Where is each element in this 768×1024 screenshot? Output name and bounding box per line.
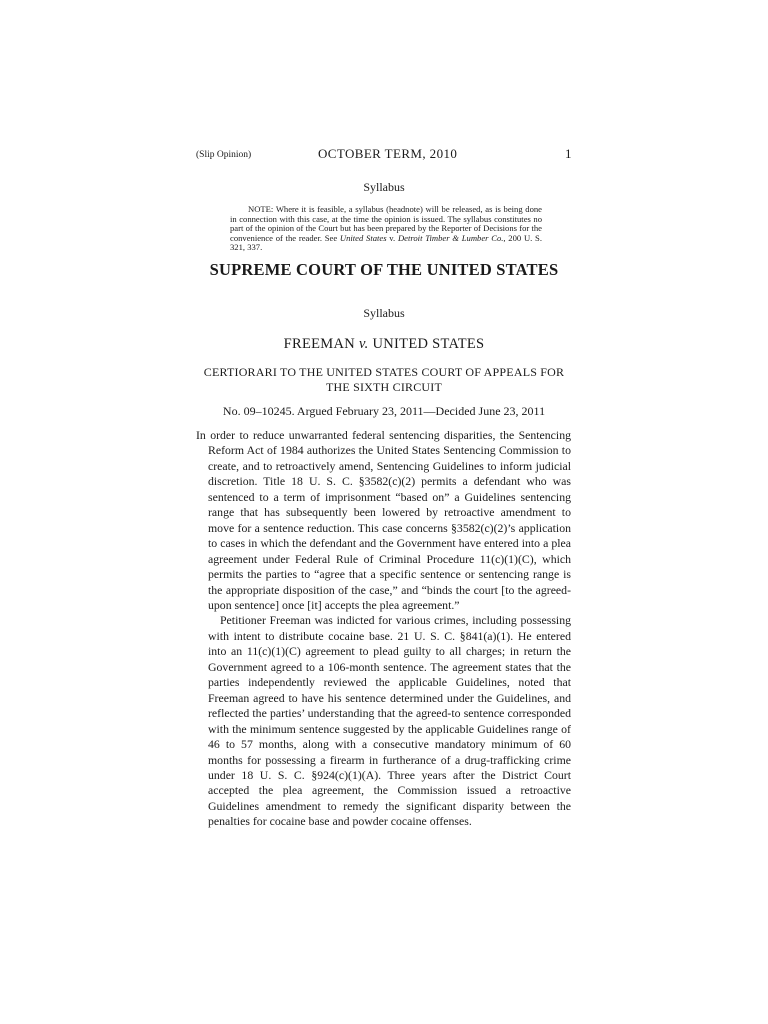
case-versus: v.: [358, 336, 369, 352]
reporter-note: [230, 205, 542, 253]
court-name: SUPREME COURT OF THE UNITED STATES: [209, 260, 559, 279]
syllabus-paragraph-2: Petitioner Freeman was indicted for various crimes, including possessing with intent to distribute cocaine base. 21 U. S. C. §841(a)(1). He entered into an 11(c)(1)(C) agreement to plead guilty to all charges; in return the Government agreed to a 106-month sentence. The agreement states that the parties independently reviewed the applicable Guidelines, noted that Freeman agreed to have his sentence determined under the Guidelines, and reflected the parties’ understanding that the agreed-to sentence corresponded with the minimum sentence suggested by the applicable Guidelines range of 46 to 57 months, along with a consecutive mandatory minimum of 60 months for possessing a firearm in furtherance of a drug-trafficking crime under 18 U. S. C. §924(c)(1)(A). Three years after the District Court accepted the plea agreement, the Commission issued a retroactive Guidelines amendment to remedy the significant disparity between the penalties for cocaine base and powder cocaine offenses.: [208, 613, 571, 829]
note-citation-tail: , 200 U. S. 321, 337.: [230, 232, 542, 253]
note-citation-party-2: Detroit Timber & Lumber Co.: [397, 232, 504, 243]
docket-line: No. 09–10245. Argued February 23, 2011—Decided June 23, 2011: [222, 404, 546, 418]
note-citation-party-1: United States: [339, 232, 387, 243]
certiorari-line: CERTIORARI TO THE UNITED STATES COURT OF APPEALS FOR THE SIXTH CIRCUIT: [203, 365, 565, 394]
case-caption: [0, 336, 768, 353]
slip-opinion-label: (Slip Opinion): [196, 150, 252, 160]
syllabus-paragraph-1: In order to reduce unwarranted federal sentencing disparities, the Sentencing Reform Act of 1984 authorizes the United States Sentencing Commission to create, and to retroactively amend, Sentencing Guidelines to inform judicial discretion. Title 18 U. S. C. §3582(c)(2) permits a defendant who was sentenced to a term of imprisonment “based on” a Guidelines sentencing range that has subsequently been lowered by retroactive amendment to move for a sentence reduction. This case concerns §3582(c)(2)’s application to cases in which the defendant and the Government have entered into a plea agreement under Federal Rule of Criminal Procedure 11(c)(1)(C), which permits the parties to “agree that a specific sentence or sentencing range is the appropriate disposition of the case,” and “binds the court [to the agreed-upon sentence] once [it] accepts the plea agreement.”: [196, 428, 571, 612]
syllabus-body: [196, 428, 571, 830]
syllabus-label: Syllabus: [363, 306, 405, 320]
page-number: 1: [565, 146, 572, 161]
note-citation-v: v.: [386, 232, 398, 243]
syllabus-label-top: Syllabus: [363, 180, 405, 194]
note-text: NOTE: Where it is feasible, a syllabus (headnote) will be released, as is being done in connection with this case, at the time the opinion is issued. The syllabus constitutes no part of the opinion of the Court but has been prepared by the Reporter of Decisions for the convenience of the reader. See: [230, 204, 542, 243]
case-party-petitioner: FREEMAN: [283, 336, 356, 352]
term-heading: OCTOBER TERM, 2010: [318, 146, 458, 161]
case-party-respondent: UNITED STATES: [372, 336, 485, 352]
